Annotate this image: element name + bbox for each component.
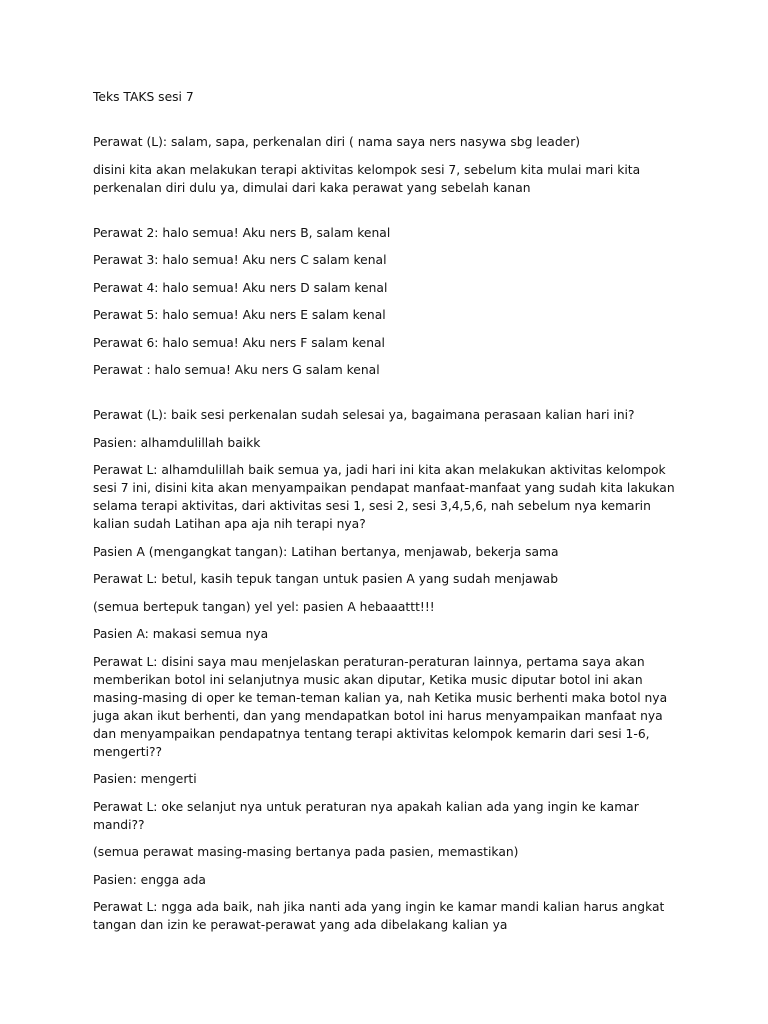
paragraph-leader-applause: Perawat L: betul, kasih tepuk tangan untuk pasien A yang sudah menjawab xyxy=(93,572,558,586)
paragraph-leader-bathroom-question: Perawat L: oke selanjut nya untuk peraturan nya apakah kalian ada yang ingin ke kamar mandi?? xyxy=(93,799,639,832)
paragraph-patient-reply: Pasien: alhamdulillah baikk xyxy=(93,435,261,450)
paragraph-nurse-2: Perawat 2: halo semua! Aku ners B, salam kenal xyxy=(93,225,391,240)
paragraph-nurses-confirm: (semua perawat masing-masing bertanya pada pasien, memastikan) xyxy=(93,845,519,859)
paragraph-patient-none: Pasien: engga ada xyxy=(93,872,206,887)
paragraph-nurse-5: Perawat 5: halo semua! Aku ners E salam kenal xyxy=(93,308,386,322)
paragraph-leader-rules: Perawat L: disini saya mau menjelaskan peraturan-peraturan lainnya, pertama saya akan memberikan botol ini selanjutnya music akan diputar, Ketika music diputar botol ini akan masing-masing di oper ke teman-teman kalian ya, nah Ketika music berhenti maka botol nya juga akan ikut berhenti, dan yang mendapatkan botol ini harus menyampaikan manfaat nya dan menyampaikan pendapatnya tentang terapi aktivitas kelompok kemarin dari sesi 1-6, mengerti?? xyxy=(93,654,668,759)
paragraph-leader-session-explain: Perawat L: alhamdulillah baik semua ya, jadi hari ini kita akan melakukan aktivitas kelompok sesi 7 ini, disini kita akan menyampaikan pendapat manfaat-manfaat yang sudah kita lakukan selama terapi aktivitas, dari aktivitas sesi 1, sesi 2, sesi 3,4,5,6, nah sebelum nya kemarin kalian sudah Latihan apa aja nih terapi nya? xyxy=(93,463,675,531)
paragraph-nurse-g: Perawat : halo semua! Aku ners G salam kenal xyxy=(93,363,380,377)
paragraph-leader-feeling: Perawat (L): baik sesi perkenalan sudah selesai ya, bagaimana perasaan kalian hari ini? xyxy=(93,408,635,422)
paragraph-nurse-3: Perawat 3: halo semua! Aku ners C salam kenal xyxy=(93,253,387,267)
paragraph-yel-yel: (semua bertepuk tangan) yel yel: pasien A hebaaattt!!! xyxy=(93,599,435,614)
paragraph-leader-greeting: Perawat (L): salam, sapa, perkenalan diri ( nama saya ners nasywa sbg leader) xyxy=(93,135,581,149)
document-page xyxy=(93,88,683,944)
paragraph-session-intro: disini kita akan melakukan terapi aktivitas kelompok sesi 7, sebelum kita mulai mari kita perkenalan diri dulu ya, dimulai dari kaka perawat yang sebelah kanan xyxy=(93,162,641,195)
paragraph-patient-a-thanks: Pasien A: makasi semua nya xyxy=(93,627,269,641)
paragraph-nurse-6: Perawat 6: halo semua! Aku ners F salam kenal xyxy=(93,335,385,350)
paragraph-nurse-4: Perawat 4: halo semua! Aku ners D salam kenal xyxy=(93,280,388,295)
paragraph-patient-understand: Pasien: mengerti xyxy=(93,772,197,786)
paragraph-leader-bathroom-rule: Perawat L: ngga ada baik, nah jika nanti ada yang ingin ke kamar mandi kalian harus angkat tangan dan izin ke perawat-perawat yang ada dibelakang kalian ya xyxy=(93,900,665,932)
paragraph-patient-a-answer: Pasien A (mengangkat tangan): Latihan bertanya, menjawab, bekerja sama xyxy=(93,544,559,559)
document-title: Teks TAKS sesi 7 xyxy=(93,90,194,104)
